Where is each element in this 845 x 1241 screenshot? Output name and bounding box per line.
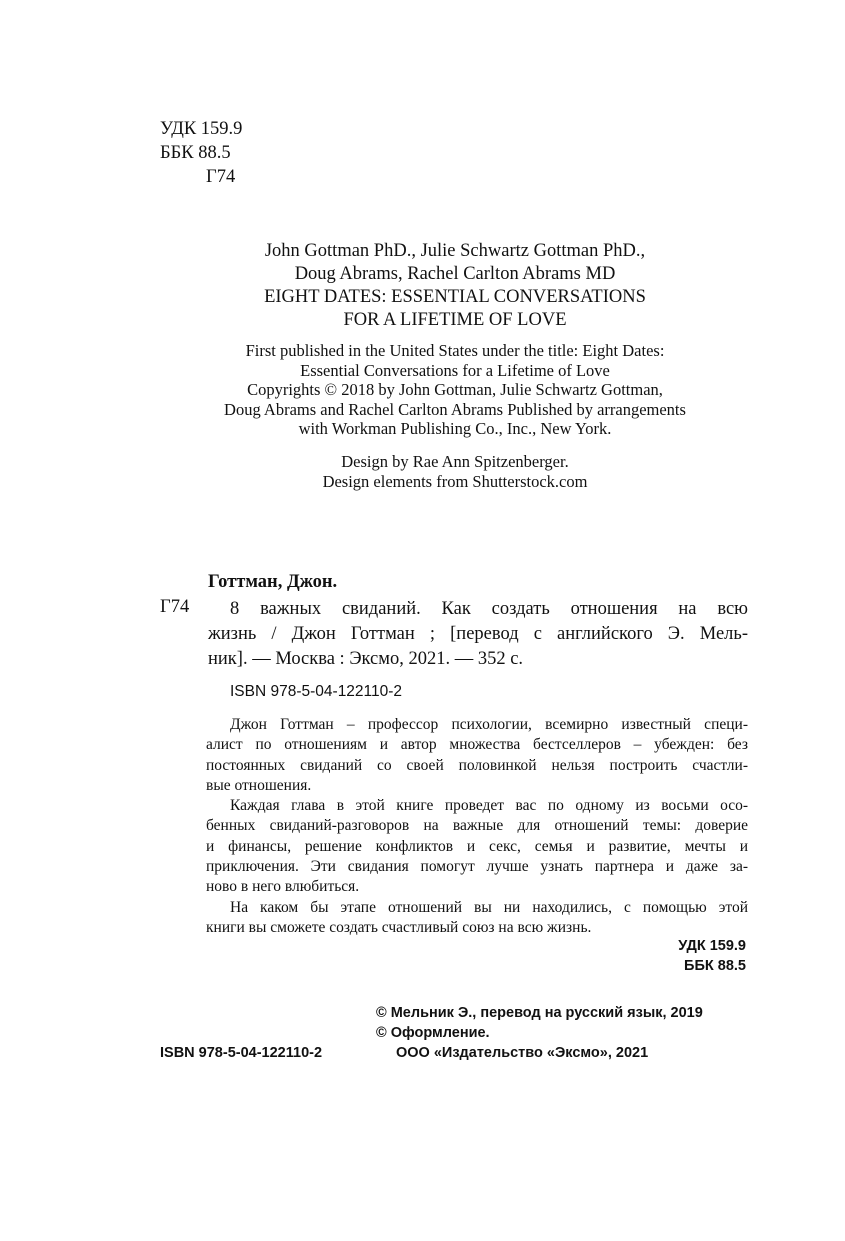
annotation-udk: УДК 159.9 — [678, 938, 746, 954]
publication-info-line: First published in the United States under the title: Eight Dates: — [245, 341, 665, 360]
original-title-line-1: EIGHT DATES: ESSENTIAL CONVERSATIONS — [264, 287, 646, 307]
annotation-line: постоянных свиданий со своей половинкой нельзя построить счастли- — [206, 756, 748, 774]
udk-code: УДК 159.9 — [160, 119, 243, 139]
original-authors-line-2: Doug Abrams, Rachel Carlton Abrams MD — [294, 264, 616, 284]
publication-info-line: with Workman Publishing Co., Inc., New York. — [298, 419, 612, 438]
original-title-line-2: FOR A LIFETIME OF LOVE — [343, 310, 567, 330]
bbk-code: ББК 88.5 — [160, 143, 231, 163]
publication-info-line: Doug Abrams and Rachel Carlton Abrams Published by arrangements — [224, 399, 686, 419]
design-credit-line: Design by Rae Ann Spitzenberger. — [341, 452, 569, 471]
author-sign: Г74 — [206, 167, 236, 187]
design-credits — [150, 452, 760, 491]
annotation-line: бенных свиданий-разговоров на важные для отношений темы: доверие — [206, 817, 748, 835]
original-edition — [150, 240, 760, 332]
original-authors-line-1: John Gottman PhD., Julie Schwartz Gottman PhD., — [264, 241, 646, 261]
publication-info-line: Essential Conversations for a Lifetime of Love — [300, 360, 610, 380]
bibliographic-code: Г74 — [160, 597, 190, 617]
annotation-bbk: ББК 88.5 — [684, 958, 746, 974]
annotation — [206, 715, 748, 938]
publication-info — [150, 341, 760, 439]
annotation-line: На каком бы этапе отношений вы ни находились, с помощью этой — [230, 898, 748, 916]
annotation-line: Каждая глава в этой книге проведет вас по одному из восьми осо- — [230, 797, 748, 815]
publication-info-line: Copyrights © 2018 by John Gottman, Julie Schwartz Gottman, — [247, 380, 663, 399]
annotation-line: приключения. Эти свидания помогут лучше узнать партнера и даже за- — [206, 858, 748, 876]
annotation-line: книги вы сможете создать счастливый союз на всю жизнь. — [206, 918, 592, 936]
bibliographic-line: 8 важных свиданий. Как создать отношения на всю — [230, 599, 748, 619]
bibliographic-description — [208, 597, 748, 672]
bibliographic-line: жизнь / Джон Готтман ; [перевод с английского Э. Мель- — [208, 624, 748, 644]
footer-isbn: ISBN 978-5-04-122110-2 — [160, 1045, 323, 1061]
annotation-line: алист по отношениям и автор множества бестселлеров – убежден: без — [206, 736, 748, 754]
annotation-line: ново в него влюбиться. — [206, 878, 360, 896]
author-heading: Готтман, Джон. — [208, 572, 338, 592]
copyright-translation: © Мельник Э., перевод на русский язык, 2019 — [376, 1005, 703, 1021]
bibliographic-line: ник]. — Москва : Эксмо, 2021. — 352 с. — [208, 649, 524, 669]
annotation-line: вые отношения. — [206, 776, 312, 794]
isbn-record: ISBN 978-5-04-122110-2 — [230, 683, 403, 700]
design-credit-line: Design elements from Shutterstock.com — [322, 471, 588, 491]
publisher-copyright: ООО «Издательство «Эксмо», 2021 — [396, 1045, 649, 1061]
annotation-line: и финансы, решение конфликтов и секс, семья и развитие, мечты и — [206, 837, 748, 855]
copyright-design: © Оформление. — [376, 1025, 490, 1041]
annotation-line: Джон Готтман – профессор психологии, всемирно известный специ- — [230, 716, 748, 733]
